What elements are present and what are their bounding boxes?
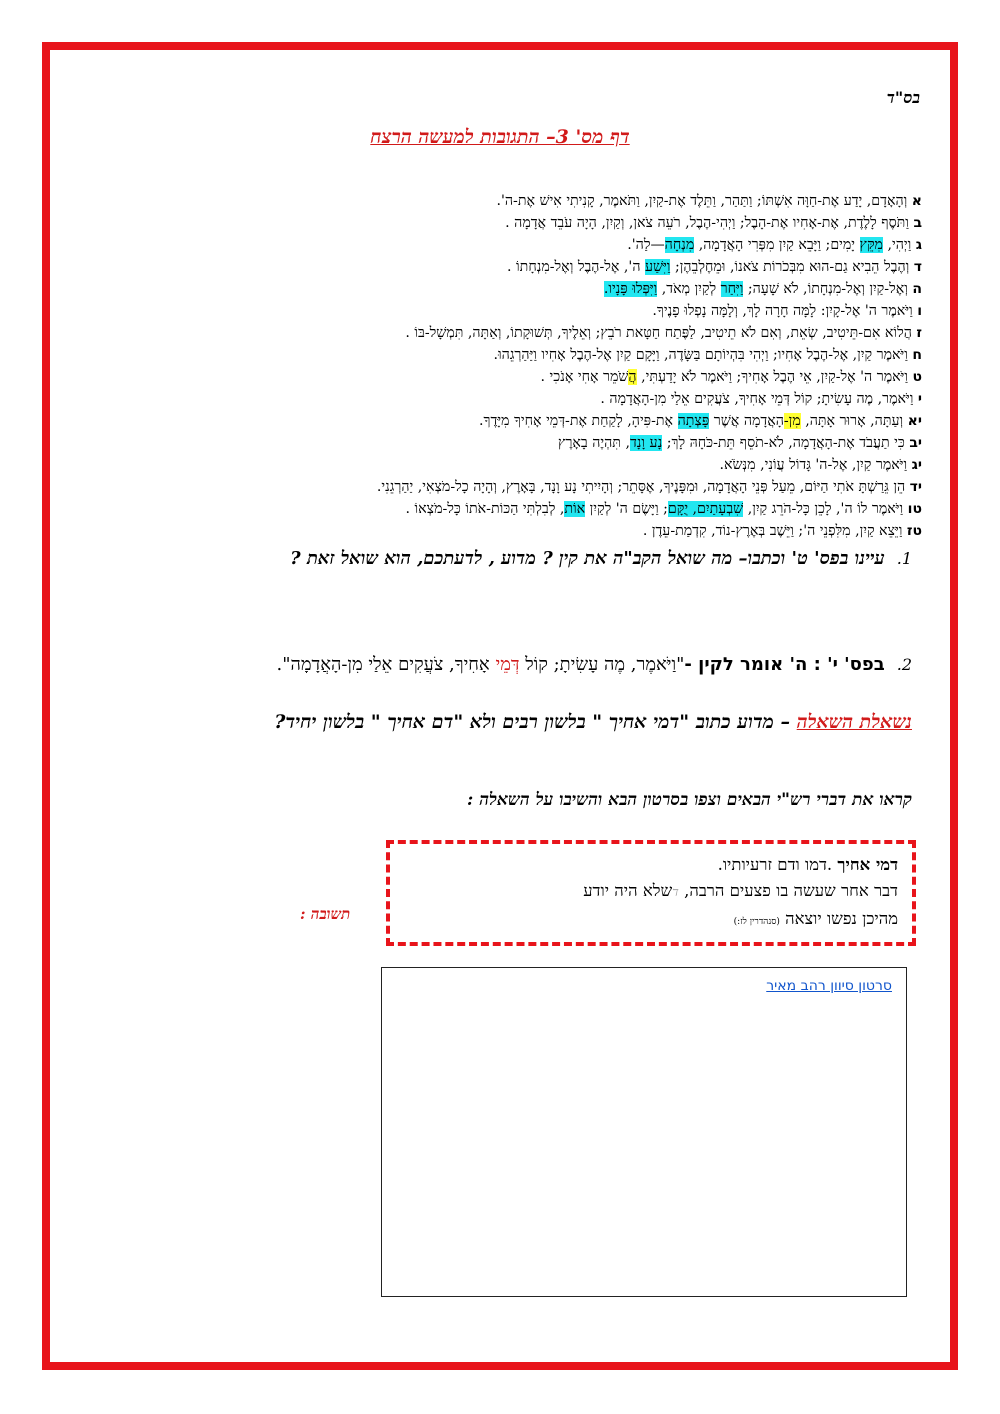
verse-highlight: אוֹת (564, 501, 586, 517)
verse-text: וְעַתָּה, אָרוּר אָתָּה, (800, 413, 904, 429)
verse-text: וַיֹּאמֶר ה' אֶל-קַיִן, אֵי הֶבֶל אָחִיךָ; וַיֹּאמֶר לֹא יָדַעְתִּי, (636, 369, 908, 385)
rashi-line2-grey: ד (672, 885, 679, 900)
verse-text: וַתֹּסֶף לָלֶדֶת, אֶת-אָחִיו אֶת-הָבֶל; וַיְהִי-הֶבֶל, רֹעֵה צֹאן, וְקַיִן, הָיָה עֹבֵד אֲדָמָה . (505, 215, 909, 231)
question-1-number: 1. (896, 549, 912, 568)
rashi-box (386, 840, 916, 946)
question-3-text: – מדוע כתוב "דמי אחיך " בלשון רבים ולא "דם אחיך " בלשון יחיד? (274, 711, 797, 733)
verse-text: הֲלוֹא אִם-תֵּיטִיב, שְׂאֵת, וְאִם לֹא תֵיטִיב, לַפֶּתַח חַטָּאת רֹבֵץ; וְאֵלֶיךָ, תְּשׁוּקָתוֹ, וְאַתָּה, תִּמְשָׁל-בּוֹ . (405, 325, 912, 341)
question-2-quote-b: אָחִיךָ, צֹעֲקִים אֵלַי מִן-הָאֲדָמָה". (276, 654, 496, 675)
verse-text: יָמִים; וַיָּבֵא קַיִן מִפְּרִי הָאֲדָמָה, (694, 237, 860, 253)
verse-highlight: פָּצְתָה (677, 413, 710, 429)
verse-number: ח (912, 347, 922, 363)
rashi-line3: מהיכן נפשו יוצאה (779, 909, 898, 928)
verse-line (102, 344, 922, 366)
verse-line (102, 454, 922, 476)
verse-line (102, 476, 922, 498)
verse-text: ה', אֶל-הֶבֶל וְאֶל-מִנְחָתוֹ . (507, 259, 646, 275)
verse-number: יג (911, 457, 922, 473)
rashi-source: (סנהדרין לז:) (733, 917, 780, 927)
verse-highlight: מִן- (783, 413, 801, 429)
verse-text: ; וַיָּשֶׂם ה' לְקַיִן (585, 501, 668, 517)
question-1-text: עיינו בפס' ט' וכתבו– מה שואל הקב"ה את קין ? מדוע , לדעתכם, הוא שואל זאת ? (290, 548, 885, 569)
verse-number: טז (906, 523, 922, 539)
verse-line (102, 300, 922, 322)
verse-number: טו (907, 501, 922, 517)
verse-highlight: שִׁבְעָתַיִם, יֻקָּם (667, 501, 744, 517)
verse-number: יא (907, 413, 922, 429)
verses-block (102, 190, 922, 542)
verse-text: וַיֹּאמֶר ה' אֶל-קָיִן: לָמָּה חָרָה לָךְ, וְלָמָּה נָפְלוּ פָנֶיךָ. (652, 303, 913, 319)
verse-text: , תִּהְיֶה בָאָרֶץ (558, 435, 630, 451)
question-2-number: 2. (896, 655, 912, 674)
verse-line (102, 278, 922, 300)
verse-text: וַיְהִי, (882, 237, 912, 253)
verse-number: א (911, 193, 922, 209)
verse-line (102, 432, 922, 454)
question-3-label: נשאלת השאלה (796, 711, 912, 733)
verse-text: וַיֹּאמֶר קַיִן, אֶל-ה' גָּדוֹל עֲוֹנִי, מִנְּשֹׂא. (719, 457, 908, 473)
page-title: דף מס' 3– התגובות למעשה הרצח (370, 126, 630, 148)
verse-text: שֹׁמֵר אָחִי אָנֹכִי . (540, 369, 629, 385)
verse-text: וְאֶל-קַיִן וְאֶל-מִנְחָתוֹ, לֹא שָׁעָה; (743, 281, 908, 297)
verse-highlight: וַיִּפְּלוּ פָּנָיו. (603, 281, 658, 297)
verse-line (102, 212, 922, 234)
verse-number: ו (917, 303, 922, 319)
answer-label: תשובה : (300, 905, 351, 923)
verse-text: אֶת-פִּיהָ, לָקַחַת אֶת-דְּמֵי אָחִיךָ מִיָּדֶךָ. (479, 413, 678, 429)
verse-text: וַיֹּאמֶר לוֹ ה', לָכֵן כָּל-הֹרֵג קַיִן, (743, 501, 904, 517)
video-box (381, 967, 907, 1297)
verse-line (102, 498, 922, 520)
verse-number: ד (913, 259, 922, 275)
verse-line (102, 520, 922, 542)
video-link[interactable]: סרטון סיוון רהב מאיר (766, 978, 892, 994)
verse-number: ז (916, 325, 922, 341)
verse-text: , לְבִלְתִּי הַכּוֹת-אֹתוֹ כָּל-מֹצְאוֹ . (405, 501, 565, 517)
verse-number: ג (915, 237, 922, 253)
verse-text: הָאֲדָמָה אֲשֶׁר (709, 413, 784, 429)
verse-text: לְקַיִן מְאֹד, (657, 281, 721, 297)
rashi-line1: .דמו ודם זרעיותיו. (717, 855, 838, 874)
rashi-line2-a: דבר אחר שעשה בו פצעים הרבה, (678, 881, 898, 900)
verse-highlight: הֲ (628, 369, 637, 385)
question-2-quote-red: דְּמֵי (495, 654, 520, 675)
verse-line (102, 388, 922, 410)
question-2-intro: בפס' י' : ה' אומר לקין - (684, 654, 885, 675)
verse-highlight: מִנְחָה (664, 237, 695, 253)
verse-text: וַיֹּאמֶר קַיִן, אֶל-הֶבֶל אָחִיו; וַיְהִי בִּהְיוֹתָם בַּשָּׂדֶה, וַיָּקָם קַיִן אֶל-הֶבֶל אָחִיו וַיַּהַרְגֵהוּ. (493, 347, 908, 363)
verse-number: ט (912, 369, 922, 385)
verse-line (102, 410, 922, 432)
verse-text: —לַה'. (627, 237, 665, 253)
verse-highlight: וַיִּשַׁע (645, 259, 671, 275)
verse-number: ב (913, 215, 922, 231)
rashi-line2-b: שלא היה יודע (583, 881, 673, 900)
verse-line (102, 322, 922, 344)
verse-line (102, 366, 922, 388)
verse-text: כִּי תַעֲבֹד אֶת-הָאֲדָמָה, לֹא-תֹסֵף תֵּת-כֹּחָהּ לָךְ; (662, 435, 905, 451)
question-1 (290, 548, 912, 569)
verse-text: וְהָאָדָם, יָדַע אֶת-חַוָּה אִשְׁתּוֹ; וַתַּהַר, וַתֵּלֶד אֶת-קַיִן, וַתֹּאמֶר, קָנִיתִי אִישׁ אֶת-ה'. (496, 193, 908, 209)
verse-number: יד (909, 479, 922, 495)
question-3 (112, 706, 912, 738)
verse-text: וַיֵּצֵא קַיִן, מִלִּפְנֵי ה'; וַיֵּשֶׁב בְּאֶרֶץ-נוֹד, קִדְמַת-עֵדֶן . (642, 523, 903, 539)
verse-line (102, 256, 922, 278)
verse-text: וְהֶבֶל הֵבִיא גַם-הוּא מִבְּכֹרוֹת צֹאנוֹ, וּמֵחֶלְבֵהֶן; (670, 259, 910, 275)
question-2-quote-a: "וַיֹּאמֶר, מֶה עָשִׂיתָ; קוֹל (519, 654, 685, 675)
question-2 (277, 654, 912, 675)
rashi-text (583, 852, 898, 935)
verse-number: י (917, 391, 922, 407)
verse-text: הֵן גֵּרַשְׁתָּ אֹתִי הַיּוֹם, מֵעַל פְּנֵי הָאֲדָמָה, וּמִפָּנֶיךָ, אֶסָּתֵר; וְהָיִיתִי נָע וָנָד, בָּאָרֶץ, וְהָיָה כָל-מֹצְאִי, יַהַרְגֵנִי. (376, 479, 906, 495)
verse-number: ה (912, 281, 922, 297)
rashi-bold: דמי אחיך (837, 855, 898, 874)
verse-highlight: וַיִּחַר (720, 281, 744, 297)
verse-highlight: נָע וָנָד (629, 435, 663, 451)
bsd-header: בס"ד (886, 88, 920, 107)
question-4: קראו את דברי רש"י הבאים וצפו בסרטון הבא והשיבו על השאלה : (467, 790, 912, 810)
verse-text: וַיֹּאמֶר, מֶה עָשִׂיתָ; קוֹל דְּמֵי אָחִיךָ, צֹעֲקִים אֵלַי מִן-הָאֲדָמָה . (600, 391, 914, 407)
verse-highlight: מִקֵּץ (859, 237, 883, 253)
verse-line (102, 190, 922, 212)
verse-line (102, 234, 922, 256)
verse-number: יב (909, 435, 922, 451)
